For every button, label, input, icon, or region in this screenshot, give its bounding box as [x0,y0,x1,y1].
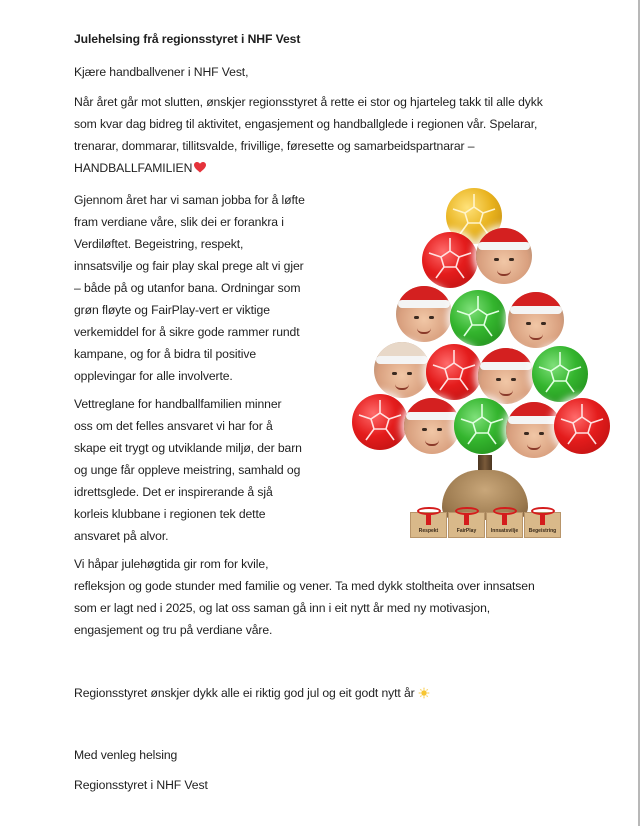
christmas-tree-image [350,180,610,552]
closing: Med venleg helsing [74,748,178,762]
values-line: Verdiløftet. Begeistring, respekt, [74,237,244,251]
rules-line: oss om det felles ansvaret vi har for å [74,419,273,433]
member-photo [476,228,532,284]
ball-green [532,346,588,402]
gift-box: Respekt [410,512,447,538]
rules-line: korleis klubbane i regionen tek dette [74,507,266,521]
rules-line: ansvaret på alvor. [74,529,169,543]
values-line: fram verdiane våre, slik dei er forankra i [74,215,284,229]
values-line: grøn fløyte og FairPlay-vert er viktige [74,303,270,317]
ball-red [422,232,478,288]
hope-line: refleksjon og gode stunder med familie og vener. Ta med dykk stoltheita over innsatsen [74,579,535,593]
ball-green [450,290,506,346]
hope-line: som er lagt ned i 2025, og lat oss saman gå inn i eit nytt år med ny motivasjon, [74,601,491,615]
values-line: opplevingar for alle involverte. [74,369,233,383]
signature: Regionsstyret i NHF Vest [74,778,208,792]
gift-boxes [410,512,561,538]
gift-box: Begeistring [524,512,561,538]
values-line: innsatsvilje og fair play skal prege alt vi gjer [74,259,304,273]
hope-line: Vi håpar julehøgtida gir rom for kvile, [74,557,269,571]
gift-box: FairPlay [448,512,485,538]
member-photo [374,342,430,398]
handballfamilien-text: HANDBALLFAMILIEN [74,161,193,175]
values-line: – både på og utanfor bana. Ordningar som [74,281,301,295]
rules-line: Vettreglane for handballfamilien minner [74,397,282,411]
intro-line-last [74,161,206,176]
values-line: kampane, og for å bidra til positive [74,347,257,361]
gift-box: Innsatsvilje [486,512,523,538]
ball-red [554,398,610,454]
member-photo [396,286,452,342]
intro-line: som kvar dag bidreg til aktivitet, engasjement og handballglede i regionen vår. Spelarar, [74,117,538,131]
ball-red [352,394,408,450]
rules-line: og unge får oppleve meistring, samhald og [74,463,301,477]
letter-title: Julehelsing frå regionsstyret i NHF Vest [74,32,301,46]
intro-line: trenarar, dommarar, tillitsvalde, frivillige, føresette og samarbeidspartnarar – [74,139,475,153]
values-line: verkemiddel for å sikre gode rammer rundt [74,325,300,339]
values-line: Gjennom året har vi saman jobba for å løfte [74,193,305,207]
member-photo [508,292,564,348]
ball-red [426,344,482,400]
sun-icon [418,687,430,699]
greeting: Kjære handballvener i NHF Vest, [74,65,249,79]
intro-line: Når året går mot slutten, ønskjer regionsstyret å rette ei stor og hjarteleg takk til alle dykk [74,95,543,109]
wish-line [74,686,430,701]
heart-icon [194,162,206,173]
rules-line: idrettsglede. Det er inspirerande å sjå [74,485,273,499]
wish-text: Regionsstyret ønskjer dykk alle ei riktig god jul og eit godt nytt år [74,686,415,700]
rules-line: skape eit trygt og utviklande miljø, der barn [74,441,302,455]
member-photo [478,348,534,404]
hope-line: engasjement og tru på verdiane våre. [74,623,273,637]
member-photo [404,398,460,454]
ball-green [454,398,510,454]
